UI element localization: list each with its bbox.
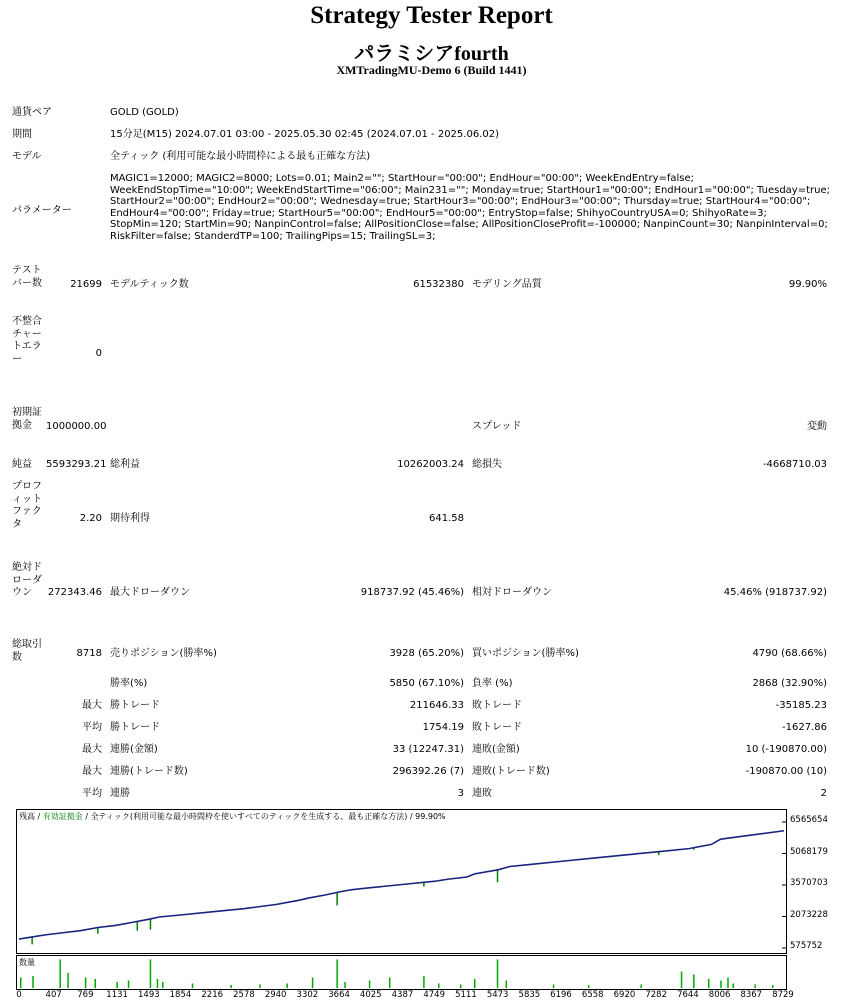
consec-win-cnt-label: 連勝(トレード数) [110, 766, 188, 777]
trades-value: 8718 [76, 648, 102, 659]
trades-label: 総取引数 [12, 639, 42, 663]
x-tick-label: 6196 [550, 990, 572, 1000]
avg-win-value: 1754.19 [422, 722, 464, 733]
params-label: パラメーター [12, 205, 72, 216]
largest-win-label: 勝トレード [110, 700, 160, 711]
largest-loss-value: -35185.23 [775, 700, 827, 711]
x-tick-label: 7644 [677, 990, 699, 1000]
x-tick-label: 3664 [328, 990, 350, 1000]
x-tick-label: 1854 [169, 990, 192, 1000]
symbol-label: 通貨ペア [12, 107, 52, 118]
caption-quality: 99.90% [415, 812, 446, 821]
win-value: 5850 (67.10%) [389, 678, 464, 689]
reldd-label: 相対ドローダウン [472, 587, 552, 598]
caption-equity: 有効証拠金 [42, 812, 83, 821]
avg-consec-loss-label: 連敗 [472, 788, 492, 799]
volume-chart-svg [17, 956, 786, 989]
chart-caption [19, 811, 446, 822]
x-tick-label: 3302 [296, 990, 319, 1000]
balance-chart [16, 809, 787, 954]
x-tick-label: 1131 [106, 990, 128, 1000]
avg-loss-label: 敗トレード [472, 722, 522, 733]
largest-win-value: 211646.33 [409, 700, 464, 711]
volume-bar [150, 960, 152, 989]
period-value: 15分足(M15) 2024.07.01 03:00 - 2025.05.30 02:45 (2024.07.01 - 2025.06.02) [110, 129, 499, 140]
grossprofit-value: 10262003.24 [397, 459, 464, 470]
volume-bar [727, 978, 729, 989]
pf-label: プロフィットファクタ [12, 481, 42, 530]
x-tick-label: 0 [16, 990, 22, 1000]
bars-label: テストバー数 [12, 265, 42, 289]
consec-loss-amt-label: 連敗(金額) [472, 744, 520, 755]
caption-sep: / [407, 812, 416, 821]
caption-sep: / [35, 812, 43, 821]
balance-line [19, 831, 784, 939]
ticks-label: モデルティック数 [110, 279, 189, 290]
volume-bar [460, 984, 462, 988]
y-tick-label: 575752 [790, 941, 823, 951]
x-tick-label: 6920 [613, 990, 636, 1000]
volume-bar [588, 985, 590, 988]
volume-bar [708, 979, 710, 988]
short-label: 売りポジション(勝率%) [110, 648, 217, 659]
x-tick-label: 2216 [201, 990, 224, 1000]
volume-bar [389, 978, 391, 989]
volume-bar [67, 973, 69, 988]
short-value: 3928 (65.20%) [389, 648, 464, 659]
x-tick-label: 1493 [138, 990, 160, 1000]
x-tick-label: 4387 [391, 990, 414, 1000]
volume-label: 数量 [19, 958, 35, 967]
netprofit-label: 純益 [12, 459, 32, 470]
volume-bar [259, 984, 261, 988]
consec-loss-amt-value: 10 (-190870.00) [745, 744, 827, 755]
volume-chart [16, 955, 787, 990]
ea-name: パラミシアfourth [354, 43, 509, 65]
absdd-label: 絶対ドローダウン [12, 562, 42, 598]
symbol-value: GOLD (GOLD) [110, 107, 179, 118]
model-label: モデル [12, 151, 42, 162]
consec-win-amt-label: 連勝(金額) [110, 744, 158, 755]
x-tick-label: 2940 [264, 990, 287, 1000]
long-label: 買いポジション(勝率%) [472, 648, 579, 659]
volume-bar [640, 984, 642, 988]
long-value: 4790 (68.66%) [752, 648, 827, 659]
avg-consec-loss-value: 2 [820, 788, 827, 799]
period-label: 期間 [12, 129, 32, 140]
avg-prefix-2: 平均 [82, 788, 102, 799]
volume-bar [423, 976, 425, 988]
x-tick-label: 4749 [423, 990, 446, 1000]
x-tick-label: 7282 [645, 990, 667, 1000]
volume-bar [162, 982, 164, 988]
maxdd-label: 最大ドローダウン [110, 587, 190, 598]
x-tick-label: 5835 [518, 990, 541, 1000]
balance-chart-svg [17, 810, 786, 953]
grossprofit-label: 総利益 [110, 459, 140, 470]
volume-bar [157, 979, 159, 988]
volume-bar [286, 984, 288, 989]
caption-balance: 残高 [19, 812, 35, 821]
volume-bar [693, 975, 695, 989]
deposit-label: 初期証拠金 [12, 407, 42, 431]
consec-loss-cnt-value: -190870.00 (10) [745, 766, 827, 777]
spread-value: 変動 [807, 421, 827, 432]
deposit-value: 1000000.00 [46, 421, 107, 432]
server-build: XMTradingMU-Demo 6 (Build 1441) [336, 63, 527, 77]
volume-bar [553, 984, 555, 988]
volume-bar [720, 981, 722, 989]
volume-bar [85, 978, 87, 989]
volume-bar [59, 960, 61, 989]
reldd-value: 45.46% (918737.92) [723, 587, 827, 598]
model-value: 全ティック (利用可能な最小時間枠による最も正確な方法) [110, 151, 371, 162]
avg-consec-win-label: 連勝 [110, 788, 130, 799]
volume-bar [369, 981, 371, 989]
x-tick-label: 6558 [581, 990, 604, 1000]
largest-loss-label: 敗トレード [472, 700, 522, 711]
x-tick-label: 5473 [486, 990, 509, 1000]
volume-bar [128, 981, 130, 989]
max-prefix-3: 最大 [82, 766, 102, 777]
grossloss-value: -4668710.03 [762, 459, 827, 470]
volume-bar [230, 985, 232, 988]
x-tick-label: 8367 [740, 990, 763, 1000]
volume-bar [754, 984, 756, 988]
y-tick-label: 3570703 [790, 878, 828, 888]
loss-label: 負率 (%) [472, 678, 513, 689]
avg-prefix: 平均 [82, 722, 102, 733]
pf-value: 2.20 [79, 513, 102, 524]
mismatch-label: 不整合チャートエラー [12, 316, 42, 365]
volume-bar [438, 984, 440, 989]
grossloss-label: 総損失 [472, 459, 502, 470]
x-tick-label: 407 [45, 990, 62, 1000]
avg-win-label: 勝トレード [110, 722, 160, 733]
x-tick-label: 8729 [772, 990, 794, 1000]
volume-bar [116, 982, 118, 988]
max-prefix-2: 最大 [82, 744, 102, 755]
maxdd-value: 918737.92 (45.46%) [360, 587, 464, 598]
avg-loss-value: -1627.86 [782, 722, 827, 733]
max-prefix: 最大 [82, 700, 102, 711]
quality-value: 99.90% [788, 279, 827, 290]
y-tick-label: 5068179 [790, 846, 828, 857]
x-tick-label: 5111 [455, 990, 477, 1000]
bars-value: 21699 [70, 279, 102, 290]
avg-consec-win-value: 3 [457, 788, 464, 799]
volume-bar [94, 979, 96, 988]
volume-bar [681, 972, 683, 989]
x-tick-label: 769 [77, 990, 94, 1000]
x-tick-label: 4025 [359, 990, 382, 1000]
report-title: Strategy Tester Report [310, 2, 553, 29]
y-tick-label: 2073228 [790, 909, 828, 920]
volume-bar [733, 984, 735, 989]
consec-win-cnt-value: 296392.26 (7) [392, 766, 464, 777]
x-tick-label: 8006 [708, 990, 731, 1000]
caption-sep: / [82, 812, 91, 821]
volume-bar [344, 982, 346, 988]
volume-bar [32, 976, 34, 988]
params-value: MAGIC1=12000; MAGIC2=8000; Lots=0.01; Main2=""; StartHour="00:00"; EndHour="00:00"; WeekEndEntry=false; WeekEndStopTime="10:00"; WeekEndStartTime="06:00"; Main231=""; Monday=true; StartHour1="00:00"; EndHour1="00:00"; Tuesday=true; StartHour2="00:00"; EndHour2="00:00"; Wednesday=true; StartHour3="00:00"; EndHour3="00:00"; Thursday=true; StartHour4="00:00"; EndHour4="00:00"; Friday=true; StartHour5="00:00"; EndHour5="00:00"; EntryStop=false; ShihyoCountryUSA=0; ShihyoRate=3; StopMin=120; StartMin=90; NanpinControl=false; AllPositionClose=false; AllPositionCloseProfit=-100000; NanpinCount=30; NanpinInterval=0; RiskFilter=false; StanderdTP=100; TrailingPips=15; TrailingSL=3; [110, 173, 830, 242]
volume-bar [474, 979, 476, 988]
volume-bar [497, 960, 499, 989]
spread-label: スプレッド [472, 421, 522, 432]
consec-win-amt-value: 33 (12247.31) [392, 744, 464, 755]
win-label: 勝率(%) [110, 678, 148, 689]
loss-value: 2868 (32.90%) [752, 678, 827, 689]
volume-bar [312, 978, 314, 989]
x-tick-label: 2578 [233, 990, 255, 1000]
volume-bar [20, 978, 22, 989]
caption-model: 全ティック(利用可能な最小時間枠を使いすべてのティックを生成する、最も正確な方法) [90, 812, 408, 821]
volume-bar [506, 981, 508, 989]
y-tick-label: 6565654 [790, 815, 828, 825]
volume-bar [192, 984, 194, 989]
absdd-value: 272343.46 [47, 587, 102, 598]
quality-label: モデリング品質 [472, 279, 542, 290]
volume-bar [772, 985, 774, 988]
ticks-value: 61532380 [413, 279, 464, 290]
consec-loss-cnt-label: 連敗(トレード数) [472, 766, 550, 777]
netprofit-value: 5593293.21 [46, 459, 107, 470]
volume-bar [336, 960, 338, 989]
mismatch-value: 0 [95, 348, 102, 359]
expected-value: 641.58 [429, 513, 464, 524]
expected-label: 期待利得 [110, 513, 150, 524]
